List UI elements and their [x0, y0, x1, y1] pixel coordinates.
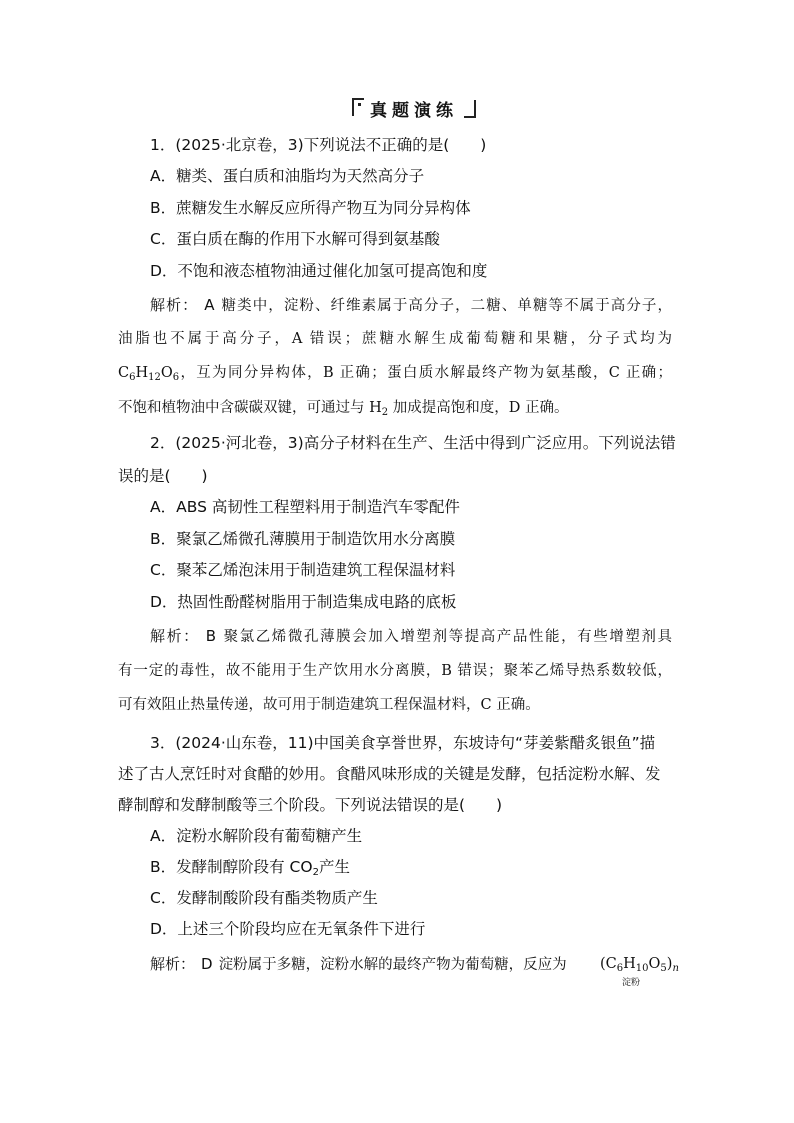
- formula-subscript: 5: [660, 963, 667, 974]
- question-2-analysis-line-2: 有一定的毒性，故不能用于生产饮用水分离膜，B 错误；聚苯乙烯导热系数较低，: [118, 663, 672, 679]
- formula-part: O: [160, 365, 173, 381]
- starch-formula: [600, 956, 679, 972]
- analysis-answer: D: [201, 955, 213, 973]
- formula-subscript: 12: [148, 372, 161, 383]
- formula-under-label: 淀粉: [622, 978, 641, 988]
- question-1-option-a: A．糖类、蛋白质和油脂均为天然高分子: [150, 167, 425, 185]
- analysis-text: 淀粉属于多糖，淀粉水解的最终产物为葡萄糖，反应为: [218, 957, 567, 973]
- question-1-stem: 1．(2025·北京卷，3)下列说法不正确的是( ): [150, 136, 487, 154]
- formula-subscript: 2: [312, 867, 319, 878]
- question-2-option-d: D．热固性酚醛树脂用于制造集成电路的底板: [150, 593, 457, 611]
- question-3-option-a: A．淀粉水解阶段有葡萄糖产生: [150, 827, 363, 845]
- question-2-analysis-line-3: 可有效阻止热量传递，故可用于制造建筑工程保温材料，C 正确。: [118, 697, 540, 713]
- formula-subscript: n: [672, 963, 679, 974]
- option-text: B．发酵制醇阶段有 CO: [150, 858, 313, 876]
- question-3-stem-line-2: 述了古人烹饪时对食醋的妙用。食醋风味形成的关键是发酵，包括淀粉水解、发: [118, 765, 661, 783]
- question-1-analysis-line-1: [150, 295, 672, 316]
- question-1-option-b: B．蔗糖发生水解反应所得产物互为同分异构体: [150, 199, 471, 217]
- question-1-analysis-line-2: 油脂也不属于高分子，A 错误；蔗糖水解生成葡萄糖和果糖，分子式均为: [118, 331, 672, 347]
- formula-part: ): [666, 956, 673, 972]
- formula-part: O: [648, 956, 661, 972]
- formula-part: H: [623, 956, 636, 972]
- section-title: 真题演练: [370, 101, 458, 121]
- analysis-text: 聚氯乙烯微孔薄膜会加入增塑剂等提高产品性能，有些增塑剂具: [222, 629, 672, 645]
- question-3-stem-line-1: 3．(2024·山东卷，11)中国美食享誉世界，东坡诗句“芽姜紫醋炙银鱼”描: [150, 734, 656, 752]
- analysis-answer: B: [205, 627, 217, 645]
- analysis-text: 不饱和植物油中含碳碳双键，可通过与 H: [118, 400, 382, 416]
- question-1-option-c: C．蛋白质在酶的作用下水解可得到氨基酸: [150, 230, 440, 248]
- formula-part: H: [135, 365, 149, 381]
- question-1-analysis-line-3: [118, 363, 672, 383]
- option-text: 产生: [318, 858, 350, 876]
- question-2-stem-line-1: 2．(2025·河北卷，3)高分子材料在生产、生活中得到广泛应用。下列说法错: [150, 434, 676, 452]
- analysis-text: ，互为同分异构体，B 正确；蛋白质水解最终产物为氨基酸，C 正确；: [179, 365, 672, 381]
- formula-subscript: 6: [172, 372, 180, 383]
- question-2-option-c: C．聚苯乙烯泡沫用于制造建筑工程保温材料: [150, 561, 456, 579]
- question-3-stem-line-3: 酵制醇和发酵制酸等三个阶段。下列说法错误的是( ): [118, 796, 503, 814]
- question-2-analysis-line-1: [150, 626, 672, 647]
- formula-subscript: 6: [129, 372, 136, 383]
- analysis-text: 加成提高饱和度，D 正确。: [388, 400, 569, 416]
- formula-subscript: 10: [635, 963, 649, 974]
- question-1-analysis-line-4: [118, 398, 678, 418]
- question-2-stem-line-2: 误的是( ): [118, 467, 208, 485]
- formula-subscript: 6: [616, 963, 624, 974]
- section-header: [348, 94, 480, 122]
- formula-part: (C: [600, 956, 617, 972]
- analysis-label: 解析：: [150, 296, 199, 314]
- formula-part: C: [118, 365, 130, 381]
- formula-subscript: 2: [381, 407, 389, 418]
- question-2-option-b: B．聚氯乙烯微孔薄膜用于制造饮用水分离膜: [150, 530, 456, 548]
- question-3-option-d: D．上述三个阶段均应在无氧条件下进行: [150, 920, 426, 938]
- analysis-label: 解析：: [150, 955, 196, 973]
- analysis-text: 糖类中，淀粉、纤维素属于高分子，二糖、单糖等不属于高分子，: [220, 298, 672, 314]
- question-2-option-a: A．ABS 高韧性工程塑料用于制造汽车零配件: [150, 498, 460, 516]
- analysis-answer: A: [204, 296, 215, 314]
- question-3-option-b: [150, 857, 710, 877]
- analysis-label: 解析：: [150, 627, 200, 645]
- question-3-option-c: C．发酵制酸阶段有酯类物质产生: [150, 889, 378, 907]
- question-1-option-d: D．不饱和液态植物油通过催化加氢可提高饱和度: [150, 262, 488, 280]
